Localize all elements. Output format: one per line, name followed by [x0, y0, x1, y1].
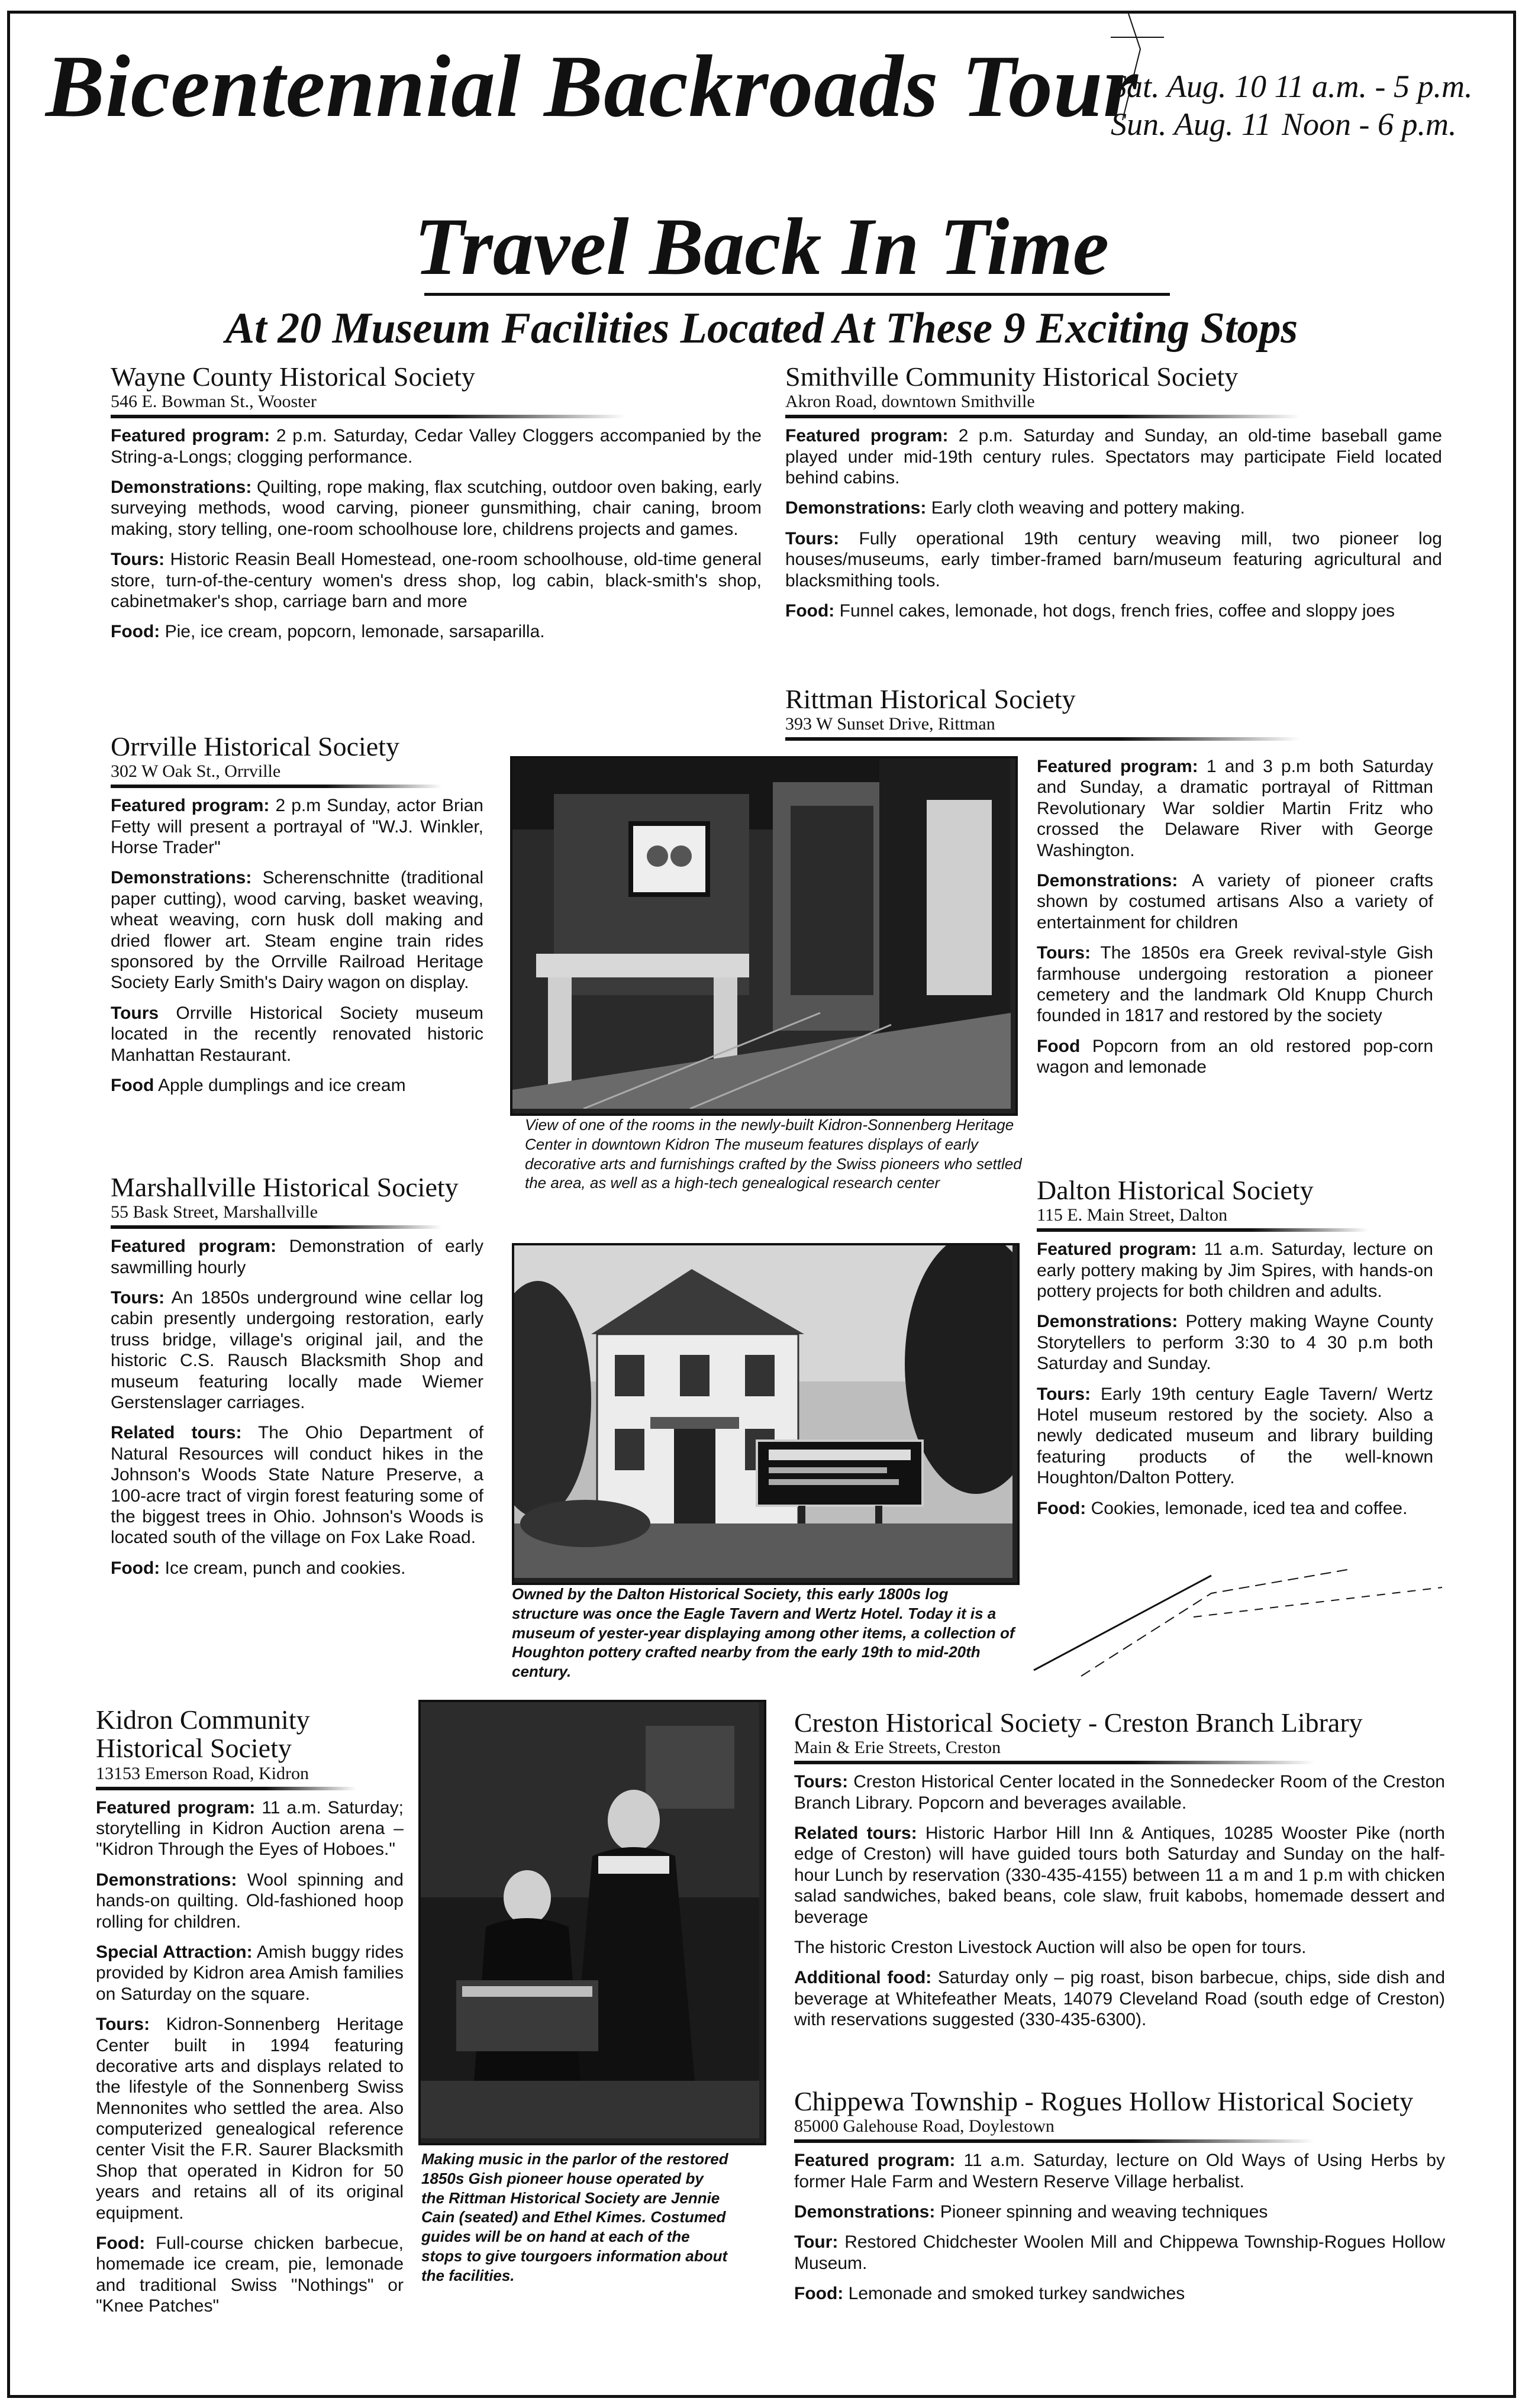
headline: Travel Back In Time — [414, 201, 1110, 292]
item-demonstrations: Demonstrations: Pioneer spinning and weaving techniques — [794, 2202, 1268, 2222]
tour-title: Bicentennial Backroads Tour — [46, 37, 1139, 135]
section-title: Orrville Historical Society — [111, 731, 399, 761]
item-tours: Tours Orrville Historical Society museum located in the recently renovated historic Manhattan Restaurant. — [111, 1003, 483, 1065]
item-livestock-auction: The historic Creston Livestock Auction will also be open for tours. — [794, 1938, 1307, 1958]
photo-heritage-center-room — [510, 756, 1018, 1116]
item-featured: Featured program: 2 p.m Sunday, actor Brian Fetty will present a portrayal of "W.J. Winkler, Horse Trader" — [111, 796, 483, 858]
item-featured: Featured program: 2 p.m. Saturday and Sunday, an old-time baseball game played under mid-19th century rules. Spectators may participate Field located behind cabins. — [785, 426, 1442, 488]
section-title: Rittman Historical Society — [785, 684, 1076, 714]
section-chippewa — [794, 2087, 1445, 2314]
section-address: 302 W Oak St., Orrville — [111, 761, 281, 782]
section-rule — [111, 785, 442, 788]
headline-rule — [424, 293, 1170, 296]
section-rittman-header — [785, 685, 1442, 748]
photo-gish-parlor — [418, 1700, 766, 2145]
section-orrville — [111, 732, 483, 1105]
item-demonstrations: Demonstrations: A variety of pioneer crafts shown by costumed artisans Also a variety of entertainment for children — [1037, 870, 1433, 932]
item-food: Food: Ice cream, punch and cookies. — [111, 1558, 406, 1578]
item-featured: Featured program: 1 and 3 p.m both Saturday and Sunday, a dramatic portrayal of Rittman Revolutionary War soldier Martin Fritz who crossed the Delaware River with George Washington. — [1037, 757, 1433, 860]
item-related-tours: Related tours: The Ohio Department of Natural Resources will conduct hikes in the Johnson's Woods State Nature Preserve, a 100-acre tract of virgin forest featuring some of the biggest trees in Ohio. Johnson's Woods is located south of the village on Fox Lake Road. — [111, 1423, 483, 1548]
section-address: 55 Bask Street, Marshallville — [111, 1202, 318, 1222]
section-rule — [1037, 1228, 1368, 1232]
item-tours: Tours: Early 19th century Eagle Tavern/ Wertz Hotel museum restored by the society. Also a newly dedicated museum and library building featuring products of the well-known Houghton/Dalton Pottery. — [1037, 1384, 1433, 1488]
item-tours: Tours: Creston Historical Center located in the Sonnedecker Room of the Creston Branch Library. Popcorn and beverages available. — [794, 1772, 1445, 1813]
cropped-page-header — [0, 0, 1535, 8]
advertisement-page — [7, 11, 1516, 2398]
item-demonstrations: Demonstrations: Quilting, rope making, flax scutching, outdoor oven baking, early surveying methods, wood carving, pioneer gunsmithing, chair caning, broom making, story telling, one-room schoolhouse lore, childrens projects and games. — [111, 477, 762, 539]
section-wayne-county — [111, 363, 762, 652]
subhead: At 20 Museum Facilities Located At These 9 Exciting Stops — [225, 304, 1298, 353]
section-title: Chippewa Township - Rogues Hollow Historical Society — [794, 2086, 1414, 2116]
section-title: Creston Historical Society - Creston Branch Library — [794, 1707, 1363, 1738]
section-rule — [794, 1761, 1315, 1764]
item-additional-food: Additional food: Saturday only – pig roast, bison barbecue, chips, side dish and beverage at Whitefeather Meats, 14079 Cleveland Road (south edge of Creston) with reservations suggested (330-435-6300). — [794, 1968, 1446, 2030]
item-tours: Tours: An 1850s underground wine cellar log cabin presently undergoing restoration, early truss bridge, village's original jail, and the historic C.S. Rausch Blacksmith Shop and museum featuring locally made Wiemer Gerstenslager carriages. — [111, 1288, 483, 1413]
date-sunday: Sun. Aug. 11 Noon - 6 p.m. — [1111, 106, 1457, 142]
item-featured: Featured program: Demonstration of early sawmilling hourly — [111, 1237, 483, 1277]
section-title: Dalton Historical Society — [1037, 1175, 1314, 1205]
item-food: Food Popcorn from an old restored pop-corn wagon and lemonade — [1037, 1036, 1433, 1077]
item-demonstrations: Demonstrations: Wool spinning and hands-on quilting. Old-fashioned hoop rolling for children. — [96, 1870, 404, 1932]
caption-heritage-center: View of one of the rooms in the newly-built Kidron-Sonnenberg Heritage Center in downtown Kidron The museum features displays of early decorative arts and furnishings crafted by the Swiss pioneers who settled the area, as well as a high-tech genealogical research center — [525, 1116, 1022, 1192]
item-tours: Tours: The 1850s era Greek revival-style Gish farmhouse undergoing restoration a pioneer cemetery and the landmark Old Knupp Church founded in 1817 and restored by the society — [1037, 943, 1433, 1026]
section-rittman-body — [1037, 756, 1433, 1087]
section-dalton — [1037, 1176, 1433, 1528]
section-address: Akron Road, downtown Smithville — [785, 392, 1035, 412]
item-food: Food: Pie, ice cream, popcorn, lemonade, sarsaparilla. — [111, 622, 545, 642]
item-related-tours: Related tours: Historic Harbor Hill Inn & Antiques, 10285 Wooster Pike (north edge of Creston) will have guided tours both Saturday and Sunday on the half-hour Lunch by reservation (330-435-4155) between 11 a m and 1 p.m with chicken salad sandwiches, baked beans, cole slaw, fruit kabobs, homemade dessert and beverage — [794, 1823, 1445, 1927]
section-rule — [794, 2139, 1315, 2143]
house-photo-art — [514, 1245, 1012, 1578]
section-creston — [794, 1709, 1445, 2040]
section-smithville — [785, 363, 1442, 631]
section-rule — [96, 1787, 356, 1790]
item-food: Food Apple dumplings and ice cream — [111, 1075, 406, 1095]
item-demonstrations: Demonstrations: Pottery making Wayne County Storytellers to perform 3:30 to 4 30 p.m both Saturday and Sunday. — [1037, 1312, 1433, 1374]
section-address: 546 E. Bowman St., Wooster — [111, 392, 317, 412]
item-demonstrations: Demonstrations: Scherenschnitte (traditional paper cutting), wood carving, basket weaving, wheat weaving, corn husk doll making and dried flower art. Steam engine train rides sponsored by the Orrville Railroad Heritage Society Early Smith's Dairy wagon on display. — [111, 868, 483, 993]
section-title: Smithville Community Historical Society — [785, 361, 1239, 392]
section-title: Marshallville Historical Society — [111, 1172, 459, 1202]
caption-eagle-tavern: Owned by the Dalton Historical Society, this early 1800s log structure was once the Eagle Tavern and Wertz Hotel. Today it is a museum of yester-year displaying among other items, a collection of Houghton pottery crafted nearby from the early 19th to mid-20th century. — [512, 1585, 1015, 1680]
item-featured: Featured program: 2 p.m. Saturday, Cedar Valley Cloggers accompanied by the String-a-Longs; clogging performance. — [111, 426, 762, 467]
section-title: Wayne County Historical Society — [111, 361, 475, 392]
item-tour: Tour: Restored Chidchester Woolen Mill and Chippewa Township-Rogues Hollow Museum. — [794, 2232, 1445, 2273]
date-saturday: Sat. Aug. 10 11 a.m. - 5 p.m. — [1111, 69, 1473, 104]
item-featured: Featured program: 11 a.m. Saturday, lecture on early pottery making by Jim Spires, with hands-on pottery projects for both children and adults. — [1037, 1239, 1433, 1302]
section-kidron — [96, 1706, 404, 2326]
item-food: Food: Full-course chicken barbecue, homemade ice cream, pie, lemonade and traditional Swiss "Nothings" or "Knee Patches" — [96, 2233, 404, 2316]
item-demonstrations: Demonstrations: Early cloth weaving and pottery making. — [785, 498, 1245, 518]
section-rule — [111, 1225, 442, 1229]
item-food: Food: Lemonade and smoked turkey sandwiches — [794, 2284, 1185, 2304]
item-tours: Tours: Historic Reasin Beall Homestead, one-room schoolhouse, old-time general store, turn-of-the-century women's dress shop, log cabin, black-smith's shop, cabinetmaker's shop, carriage barn and more — [111, 550, 762, 612]
room-photo-art — [512, 758, 1011, 1109]
item-food: Food: Funnel cakes, lemonade, hot dogs, french fries, coffee and sloppy joes — [785, 601, 1395, 621]
photo-eagle-tavern — [512, 1243, 1020, 1585]
item-featured: Featured program: 11 a.m. Saturday, lecture on Old Ways of Using Herbs by former Hale Farm and Western Reserve Village herbalist. — [794, 2151, 1445, 2191]
item-food: Food: Cookies, lemonade, iced tea and coffee. — [1037, 1498, 1408, 1518]
section-address: Main & Erie Streets, Creston — [794, 1738, 1001, 1758]
item-tours: Tours: Kidron-Sonnenberg Heritage Center built in 1994 featuring decorative arts and displays related to the lifestyle of the Sonnenberg Swiss Mennonites who settled the area. Also computerized genealogical reference center Visit the F.R. Saurer Blacksmith Shop that operated in Kidron for 50 years and retains all of its original equipment. — [96, 2015, 404, 2223]
pen-mark-top — [1099, 14, 1182, 126]
section-address: 115 E. Main Street, Dalton — [1037, 1205, 1228, 1225]
section-address: 393 W Sunset Drive, Rittman — [785, 714, 995, 734]
section-address: 85000 Galehouse Road, Doylestown — [794, 2116, 1054, 2136]
section-rule — [785, 415, 1300, 418]
caption-gish-parlor: Making music in the parlor of the restored 1850s Gish pioneer house operated by the Rittman Historical Society are Jennie Cain (seated) and Ethel Kimes. Costumed guides will be on hand at each of the stops to give tourgoers information about the facilities. — [421, 2150, 728, 2284]
pen-scribble-mark — [1016, 1552, 1478, 1694]
section-title: Kidron Community Historical Society — [96, 1705, 310, 1764]
item-special-attraction: Special Attraction: Amish buggy rides provided by Kidron area Amish families on Saturday on the square. — [96, 1942, 404, 2004]
section-rule — [111, 415, 625, 418]
section-marshallville — [111, 1173, 483, 1588]
item-featured: Featured program: 11 a.m. Saturday; storytelling in Kidron Auction arena – "Kidron Through the Eyes of Hoboes." — [96, 1797, 404, 1860]
section-address: 13153 Emerson Road, Kidron — [96, 1763, 309, 1783]
section-rule — [785, 737, 1300, 741]
parlor-photo-art — [421, 1702, 759, 2138]
item-tours: Tours: Fully operational 19th century weaving mill, two pioneer log houses/museums, early timber-framed barn/museum featuring agricultural and blacksmithing tools. — [785, 528, 1442, 590]
